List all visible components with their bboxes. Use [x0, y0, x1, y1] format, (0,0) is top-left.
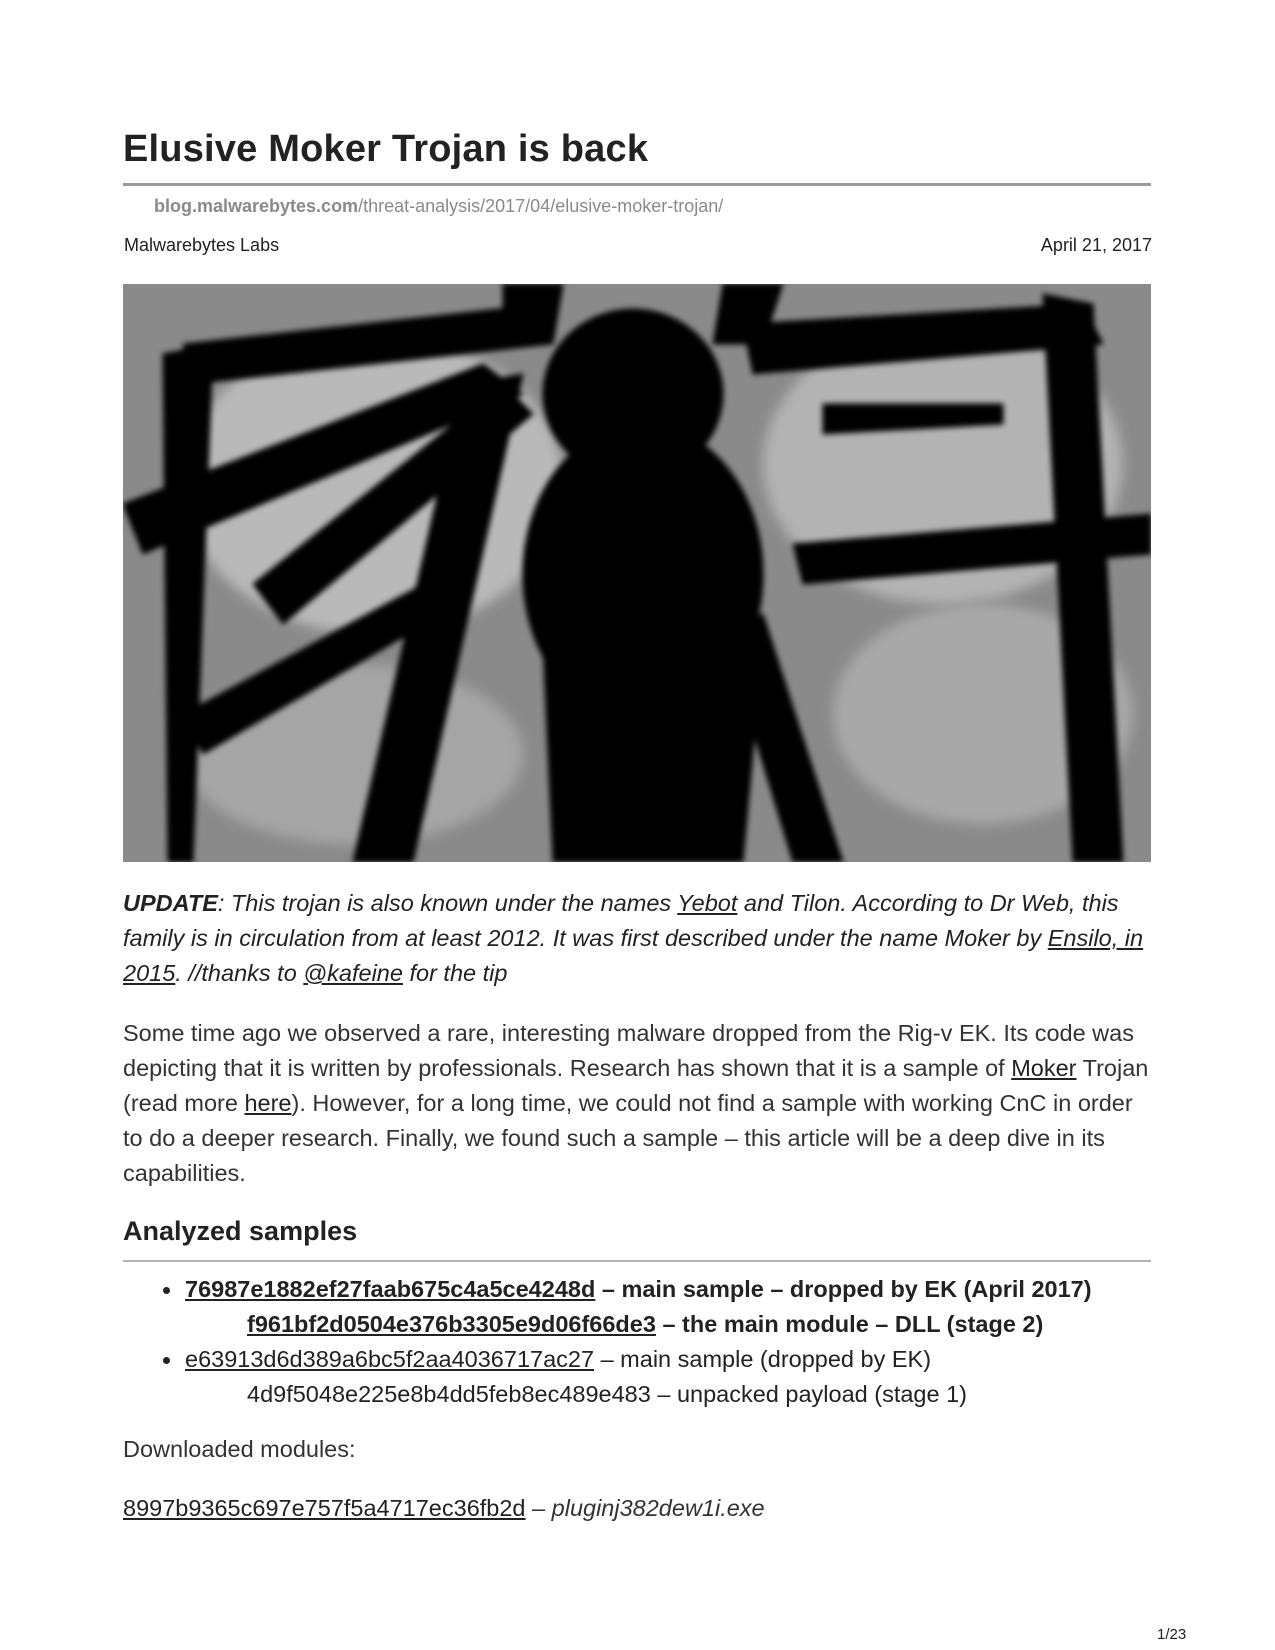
author: Malwarebytes Labs: [124, 235, 280, 255]
intro-paragraph: [123, 1016, 1151, 1191]
link-yebot[interactable]: Yebot: [677, 890, 738, 916]
page-number: 1/23: [1157, 1626, 1187, 1643]
downloaded-filename: pluginj382dew1i.exe: [551, 1495, 765, 1521]
title-divider: [123, 183, 1151, 186]
publish-date: April 21, 2017: [1040, 235, 1152, 255]
sample-hash-link[interactable]: 76987e1882ef27faab675c4a5ce4248d: [185, 1276, 596, 1302]
downloaded-modules-label: Downloaded modules:: [123, 1436, 356, 1462]
update-text-4: for the tip: [402, 960, 508, 986]
list-item: [123, 1342, 1151, 1412]
update-text-1: : This trojan is also known under the names: [217, 890, 678, 916]
module-hash-link[interactable]: f961bf2d0504e376b3305e9d06f66de3: [247, 1311, 656, 1337]
sample-desc: – main sample (dropped by EK): [594, 1346, 932, 1372]
update-label: UPDATE: [123, 890, 218, 916]
hero-image: [123, 284, 1151, 862]
module-desc: – the main module – DLL (stage 2): [655, 1311, 1044, 1337]
source-url[interactable]: [154, 196, 723, 217]
link-ensilo[interactable]: Ensilo, in 2015: [123, 925, 1144, 986]
link-kafeine[interactable]: @kafeine: [303, 960, 403, 986]
byline: [124, 235, 1152, 256]
bullet-icon: [163, 1357, 170, 1364]
sample-desc: – main sample – dropped by EK (April 2017): [595, 1276, 1092, 1302]
analyzed-samples-heading: Analyzed samples: [123, 1216, 358, 1246]
link-moker[interactable]: Moker: [1011, 1055, 1077, 1081]
sample-hash-link[interactable]: e63913d6d389a6bc5f2aa4036717ac27: [185, 1346, 595, 1372]
payload-text: 4d9f5048e225e8b4dd5feb8ec489e483 – unpacked payload (stage 1): [247, 1381, 967, 1407]
spider-silhouette-image: [123, 284, 1151, 862]
intro-text-2: Trojan (read more: [123, 1055, 1149, 1116]
url-path: /threat-analysis/2017/04/elusive-moker-trojan/: [358, 196, 724, 216]
article-title: Elusive Moker Trojan is back: [123, 128, 649, 170]
url-host: blog.malwarebytes.com: [154, 196, 359, 216]
bullet-icon: [163, 1287, 170, 1294]
samples-list: [123, 1272, 1151, 1412]
link-here[interactable]: here: [244, 1090, 292, 1116]
downloaded-hash-link[interactable]: 8997b9365c697e757f5a4717ec36fb2d: [123, 1495, 526, 1521]
list-item: [123, 1272, 1151, 1342]
update-note: [123, 886, 1151, 991]
downloaded-module-line: [123, 1495, 765, 1522]
heading-divider: [123, 1260, 1151, 1262]
separator: –: [525, 1495, 552, 1521]
update-text-2: and Tilon. According to Dr Web, this family is in circulation from at least 2012. It was first described under the name Moker by: [123, 890, 1119, 951]
intro-text-3: ). However, for a long time, we could not find a sample with working CnC in order to do a deeper research. Finally, we found such a sample – this article will be a deep dive in its capabilities.: [123, 1090, 1133, 1186]
update-text-3: . //thanks to: [175, 960, 304, 986]
intro-text-1: Some time ago we observed a rare, interesting malware dropped from the Rig-v EK. Its code was depicting that it is written by professionals. Research has shown that it is a sample of: [123, 1020, 1134, 1081]
